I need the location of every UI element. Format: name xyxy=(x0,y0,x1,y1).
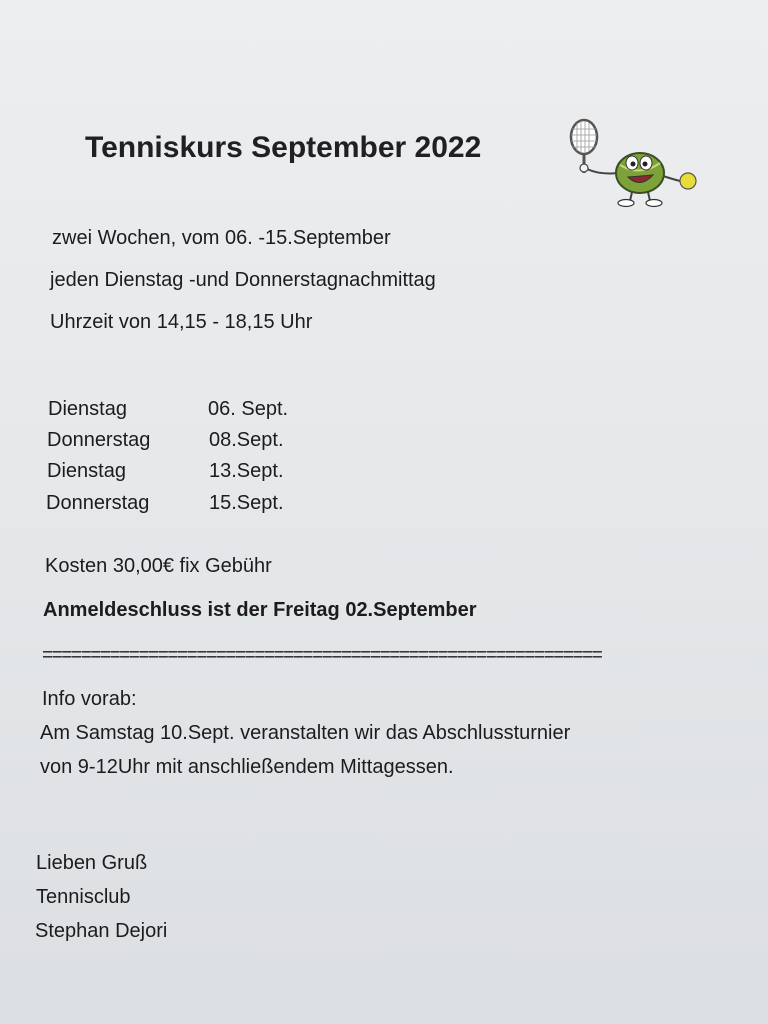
closing-club: Tennisclub xyxy=(36,886,131,908)
intro-line-dates: zwei Wochen, vom 06. -15.September xyxy=(52,227,391,249)
info-line-lunch: von 9-12Uhr mit anschließendem Mittagessen. xyxy=(40,756,454,778)
schedule-date: 15.Sept. xyxy=(209,492,284,514)
schedule-day: Donnerstag xyxy=(47,429,151,451)
tennis-ball-mascot-icon xyxy=(560,115,710,215)
cost-line: Kosten 30,00€ fix Gebühr xyxy=(45,555,272,577)
document-title: Tenniskurs September 2022 xyxy=(85,131,482,164)
info-heading: Info vorab: xyxy=(42,688,137,710)
intro-line-days: jeden Dienstag -und Donnerstagnachmittag xyxy=(50,269,436,291)
schedule-day: Donnerstag xyxy=(46,492,150,514)
schedule-day: Dienstag xyxy=(48,398,127,420)
closing-name: Stephan Dejori xyxy=(35,920,168,942)
schedule-date: 06. Sept. xyxy=(208,398,289,420)
schedule-date: 08.Sept. xyxy=(209,429,284,451)
separator-line: ========================================================== xyxy=(42,645,602,666)
info-line-tournament: Am Samstag 10.Sept. veranstalten wir das Abschlussturnier xyxy=(40,722,571,744)
intro-line-time: Uhrzeit von 14,15 - 18,15 Uhr xyxy=(50,311,313,333)
closing-greeting: Lieben Gruß xyxy=(36,852,148,874)
registration-deadline: Anmeldeschluss ist der Freitag 02.September xyxy=(43,599,477,621)
schedule-day: Dienstag xyxy=(47,460,126,482)
schedule-date: 13.Sept. xyxy=(209,460,284,482)
